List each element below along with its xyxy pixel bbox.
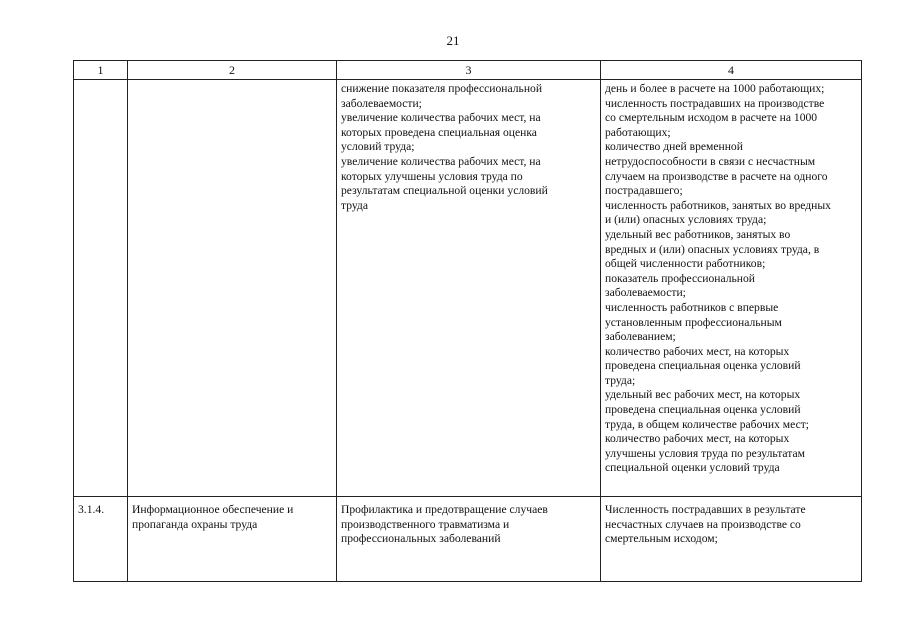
cell-text-line: которых проведена специальная оценка — [341, 125, 537, 139]
page-number: 21 — [446, 33, 460, 48]
cell-text-line: нетрудоспособности в связи с несчастным — [605, 154, 816, 168]
cell-text-line: Информационное обеспечение и — [132, 503, 294, 516]
expected-results-cell — [337, 80, 601, 497]
cell-text-line: профессиональных заболеваний — [341, 532, 501, 546]
cell-text-line: вредных и (или) опасных условиях труда, в — [605, 242, 820, 256]
cell-text-line: удельный вес работников, занятых во — [605, 227, 791, 241]
expected-results-cell — [337, 497, 601, 582]
column-header-2: 2 — [128, 61, 337, 80]
column-header-1: 1 — [74, 61, 128, 80]
cell-text-line: удельный вес рабочих мест, на которых — [605, 388, 801, 402]
cell-text-line: условий труда; — [341, 140, 415, 154]
cell-text-line: труда; — [605, 373, 636, 387]
cell-text-line: смертельным исходом; — [605, 532, 718, 546]
cell-text-line: общей численности работников; — [605, 257, 766, 271]
cell-text-line: заболеваемости; — [341, 96, 422, 110]
cell-text-line: работающих; — [605, 125, 671, 139]
cell-text-line: со смертельным исходом в расчете на 1000 — [605, 111, 818, 125]
cell-text-line: численность работников с впервые — [605, 300, 779, 314]
cell-text-line: и (или) опасных условиях труда; — [605, 213, 767, 227]
cell-text-line: труда, в общем количестве рабочих мест; — [605, 417, 810, 431]
cell-text-line: проведена специальная оценка условий — [605, 403, 801, 417]
table-row — [74, 497, 862, 582]
cell-text-line: результатам специальной оценки условий — [341, 184, 548, 198]
cell-text-line: заболеванием; — [605, 330, 676, 344]
cell-text-line: увеличение количества рабочих мест, на — [341, 111, 541, 125]
table-header-row — [74, 61, 862, 80]
cell-text-line: количество рабочих мест, на которых — [605, 344, 790, 358]
measure-name-cell — [128, 80, 337, 497]
cell-text-line: Численность пострадавших в результате — [605, 503, 806, 516]
table-row — [74, 80, 862, 497]
cell-text-line: пострадавшего; — [605, 184, 683, 198]
cell-text-line: увеличение количества рабочих мест, на — [341, 154, 541, 168]
cell-text-line: труда — [341, 198, 368, 212]
indicators-cell — [601, 497, 862, 582]
column-header-3: 3 — [337, 61, 601, 80]
cell-text-line: специальной оценки условий труда — [605, 461, 780, 475]
indicators-cell — [601, 80, 862, 497]
cell-text-line: количество рабочих мест, на которых — [605, 432, 790, 446]
cell-text-line: количество дней временной — [605, 140, 743, 154]
cell-text-line: заболеваемости; — [605, 286, 686, 300]
cell-text-line: проведена специальная оценка условий — [605, 359, 801, 373]
cell-text-line: улучшены условия труда по результатам — [605, 446, 805, 460]
cell-text-line: пропаганда охраны труда — [132, 517, 258, 531]
cell-text-line: несчастных случаев на производстве со — [605, 517, 801, 531]
measure-name-cell — [128, 497, 337, 582]
column-header-4: 4 — [601, 61, 862, 80]
row-number-cell — [74, 80, 128, 497]
cell-text-line: Профилактика и предотвращение случаев — [341, 503, 548, 516]
cell-text-line: случаем на производстве в расчете на одного — [605, 169, 828, 183]
cell-text-line: установленным профессиональным — [605, 315, 782, 329]
cell-text-line: производственного травматизма и — [341, 517, 510, 531]
cell-text-line: день и более в расчете на 1000 работающих; — [605, 82, 825, 95]
cell-text-line: снижение показателя профессиональной — [341, 82, 543, 95]
cell-text-line: которых улучшены условия труда по — [341, 169, 523, 183]
cell-text-line: численность пострадавших на производстве — [605, 96, 825, 110]
cell-text-line: численность работников, занятых во вредных — [605, 198, 831, 212]
document-table — [73, 60, 862, 582]
row-number-cell: 3.1.4. — [74, 497, 128, 582]
cell-text-line: показатель профессиональной — [605, 271, 755, 285]
